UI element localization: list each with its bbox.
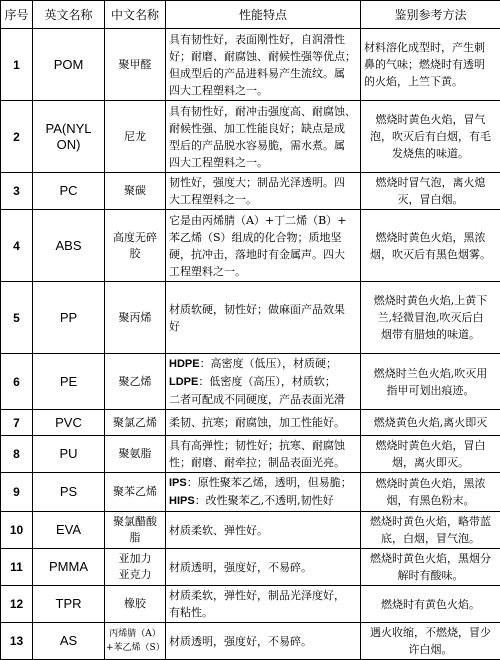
properties [166, 410, 361, 436]
properties-line: 韧性好，强度大；制品光泽透明。四 [169, 174, 357, 191]
header-english-name: 英文名称 [33, 1, 105, 29]
properties-line: 大工程塑料之一。 [169, 191, 357, 208]
identification-method-line: 燃烧时黄色火焰，略带蓝 [364, 513, 497, 530]
identification-method-line: 解时有酸味。 [364, 567, 497, 584]
properties-line: 硬，抗冲击，落地时有金属声。四大 [169, 246, 357, 263]
properties-line: 好；耐磨、耐腐蚀、耐候性强等优点； [169, 48, 357, 65]
english-name [33, 436, 105, 473]
row-number: 13 [1, 623, 33, 660]
properties [166, 210, 361, 282]
identification-method-line: 燃烧时黄色火焰，黑烟分 [364, 550, 497, 567]
english-name [33, 623, 105, 660]
grade-description: ：低密度（高压），材质软； [198, 375, 336, 388]
properties [166, 586, 361, 623]
identification-method-line: 遇火收缩，不燃烧，冒少 [364, 624, 497, 641]
properties-line: 耐候性强、加工性能良好；缺点是成 [169, 120, 357, 137]
chinese-name [105, 29, 166, 101]
english-name [33, 354, 105, 410]
english-name-line: PU [34, 446, 103, 462]
identification-method [361, 173, 500, 210]
english-name [33, 549, 105, 586]
properties-line: 工程塑料之一。 [169, 263, 357, 280]
english-name-line: POM [34, 57, 103, 73]
properties-line: 性；耐磨、耐牵拉；制品表面光亮。 [169, 454, 357, 471]
identification-method [361, 436, 500, 473]
chinese-name [105, 436, 166, 473]
properties [166, 29, 361, 101]
identification-method [361, 586, 500, 623]
grade-description: ：原性聚苯乙烯，透明，但易脆； [187, 476, 352, 489]
table-row [1, 173, 500, 210]
properties [166, 512, 361, 549]
row-number: 11 [1, 549, 33, 586]
english-name-line: AS [34, 633, 103, 649]
english-name-line: EVA [34, 522, 103, 538]
chinese-name-line: 脂 [106, 530, 164, 546]
identification-method-line: 兰,轻微冒泡,吹灭后白 [364, 309, 497, 326]
identification-method-line: 泡，吹灭后有白烟，有毛 [364, 128, 497, 145]
english-name [33, 282, 105, 354]
identification-method-line: 灭，冒白烟。 [364, 191, 497, 208]
properties-line: 四大工程塑料之一。 [169, 82, 357, 99]
chinese-name [105, 549, 166, 586]
properties-line [169, 492, 357, 510]
properties-line: 具有韧性好，耐冲击强度高、耐腐蚀、 [169, 103, 357, 120]
english-name [33, 101, 105, 173]
identification-method-line: 发烧焦的味道。 [364, 145, 497, 162]
identification-method [361, 29, 500, 101]
properties [166, 101, 361, 173]
grade-description: 二者可配成不同硬度，产品表面光滑 [169, 393, 345, 406]
chinese-name [105, 623, 166, 660]
identification-method-line: 烟，有黑色粉末。 [364, 492, 497, 509]
identification-method-line: 的火焰，上竺下黄。 [364, 73, 497, 90]
chinese-name-line: 橡胶 [106, 596, 164, 612]
properties-line: 材质透明，强度好，不易碎。 [169, 559, 357, 576]
identification-method-line: 燃烧时冒气泡，离火熄 [364, 174, 497, 191]
properties-line [169, 373, 357, 391]
chinese-name-line: 高度无碎 [106, 230, 164, 246]
identification-method-line: 许白烟。 [364, 641, 497, 658]
english-name [33, 512, 105, 549]
english-name [33, 586, 105, 623]
chinese-name [105, 473, 166, 512]
header-chinese-name: 中文名称 [105, 1, 166, 29]
identification-method-line: 指甲可划出痕迹。 [364, 382, 497, 399]
identification-method-line: 材料溶化成型时，产生刺 [364, 39, 497, 56]
table-row [1, 410, 500, 436]
chinese-name-line: 聚苯乙烯 [106, 484, 164, 500]
english-name [33, 210, 105, 282]
properties [166, 354, 361, 410]
english-name [33, 410, 105, 436]
english-name-line: TPR [34, 596, 103, 612]
header-row [1, 1, 500, 29]
grade-code: IPS [169, 477, 187, 489]
identification-method-line: 燃烧时有黄色火焰。 [364, 596, 497, 613]
table-row [1, 354, 500, 410]
chinese-name [105, 410, 166, 436]
chinese-name-line: 丙烯腈（A） [106, 627, 164, 641]
grade-description: ：高密度（低压），材质硬； [200, 357, 338, 370]
grade-code: HDPE [169, 358, 200, 370]
identification-method-line: 鼻的气味；燃烧时有透明 [364, 56, 497, 73]
grade-code: HIPS [169, 495, 195, 507]
identification-method [361, 512, 500, 549]
row-number: 6 [1, 354, 33, 410]
chinese-name [105, 101, 166, 173]
table-row [1, 282, 500, 354]
identification-method-line: 燃烧时黄色火焰，黑浓 [364, 229, 497, 246]
row-number: 3 [1, 173, 33, 210]
identification-method-line: 燃烧时黄色火焰，冒白 [364, 437, 497, 454]
chinese-name [105, 512, 166, 549]
table-row [1, 512, 500, 549]
chinese-name-line: 聚丙烯 [106, 310, 164, 326]
table-row [1, 436, 500, 473]
properties [166, 623, 361, 660]
row-number: 4 [1, 210, 33, 282]
table-row [1, 473, 500, 512]
properties-line: 材质柔软、弹性好。 [169, 522, 357, 539]
chinese-name-line: 聚氯醋酸 [106, 514, 164, 530]
properties-line: 好 [169, 318, 357, 335]
chinese-name-line: 聚乙烯 [106, 374, 164, 390]
row-number: 10 [1, 512, 33, 549]
chinese-name-line: 尼龙 [106, 129, 164, 145]
chinese-name-line: +苯乙烯（S） [106, 641, 164, 655]
chinese-name [105, 173, 166, 210]
table-row [1, 586, 500, 623]
chinese-name [105, 210, 166, 282]
properties-line: 但成型后的产品进料易产生流纹。属 [169, 65, 357, 82]
properties [166, 436, 361, 473]
english-name-line: PS [34, 484, 103, 500]
row-number: 12 [1, 586, 33, 623]
chinese-name-line: 聚氨脂 [106, 446, 164, 462]
english-name-line: PE [34, 374, 103, 390]
table-row [1, 101, 500, 173]
row-number: 1 [1, 29, 33, 101]
identification-method [361, 473, 500, 512]
chinese-name [105, 354, 166, 410]
properties-line: 柔韧、抗寒；耐腐蚀，加工性能好。 [169, 414, 357, 431]
table-row [1, 549, 500, 586]
properties-line: 它是由丙烯腈（A）+丁二烯（B）+ [169, 212, 357, 229]
table-row [1, 623, 500, 660]
properties [166, 282, 361, 354]
properties-line: 有粘性。 [169, 604, 357, 621]
english-name-line: ON) [34, 137, 103, 153]
identification-method-line: 燃烧时黄色火焰，黑浓 [364, 475, 497, 492]
row-number: 9 [1, 473, 33, 512]
header-properties: 性能特点 [166, 1, 361, 29]
properties-line [169, 355, 357, 373]
identification-method [361, 282, 500, 354]
identification-method [361, 549, 500, 586]
identification-method [361, 354, 500, 410]
english-name-line: PVC [34, 415, 103, 431]
english-name-line: PP [34, 310, 103, 326]
grade-code: LDPE [169, 376, 198, 388]
properties-line: 型后的产品脱水容易脆，需水煮。属 [169, 137, 357, 154]
row-number: 8 [1, 436, 33, 473]
properties-line [169, 391, 357, 408]
properties-line: 材质柔软，弹性好，制品光泽度好， [169, 587, 357, 604]
chinese-name-line: 亚加力 [106, 551, 164, 567]
chinese-name [105, 282, 166, 354]
identification-method-line: 烟带有腊烛的味道。 [364, 326, 497, 343]
identification-method-line: 燃烧时黄色火焰，冒气 [364, 111, 497, 128]
properties [166, 173, 361, 210]
identification-method-line: 燃烧时兰色火焰,吹灭用 [364, 365, 497, 382]
properties-line: 苯乙烯（S）组成的化合物；质地坚 [169, 229, 357, 246]
chinese-name-line: 胶 [106, 246, 164, 262]
table-row [1, 210, 500, 282]
identification-method [361, 101, 500, 173]
chinese-name-line: 亚克力 [106, 567, 164, 583]
english-name-line: ABS [34, 238, 103, 254]
header-identification-method: 鉴别参考方法 [361, 1, 500, 29]
properties [166, 473, 361, 512]
row-number: 2 [1, 101, 33, 173]
english-name-line: PA(NYL [34, 121, 103, 137]
english-name-line: PMMA [34, 559, 103, 575]
properties [166, 549, 361, 586]
chinese-name-line: 聚氯乙烯 [106, 415, 164, 431]
identification-method-line: 底，白烟，冒气泡。 [364, 530, 497, 547]
chinese-name-line: 聚甲醛 [106, 57, 164, 73]
header-num: 序号 [1, 1, 33, 29]
identification-method [361, 410, 500, 436]
properties-line: 材质软硬，韧性好；做麻面产品效果 [169, 301, 357, 318]
english-name [33, 29, 105, 101]
english-name [33, 173, 105, 210]
properties-line: 具有韧性好，表面刚性好，自润滑性 [169, 31, 357, 48]
properties-line: 四大工程塑料之一。 [169, 154, 357, 171]
identification-method-line: 烟，离火即灭。 [364, 454, 497, 471]
properties-line [169, 474, 357, 492]
row-number: 5 [1, 282, 33, 354]
table-row [1, 29, 500, 101]
row-number: 7 [1, 410, 33, 436]
chinese-name [105, 586, 166, 623]
identification-method-line: 燃烧黄色火焰,离火即灭 [364, 414, 497, 431]
english-name [33, 473, 105, 512]
chinese-name-line: 聚碳 [106, 183, 164, 199]
identification-method [361, 623, 500, 660]
identification-method-line: 燃烧时黄色火焰,上黄下 [364, 292, 497, 309]
english-name-line: PC [34, 183, 103, 199]
identification-method [361, 210, 500, 282]
identification-method-line: 烟，吹灭后有黑色烟雾。 [364, 246, 497, 263]
grade-description: ：改性聚苯乙,不透明,韧性好 [195, 494, 334, 507]
properties-line: 材质透明，强度好，不易碎。 [169, 633, 357, 650]
properties-line: 具有高弹性；韧性好；抗寒、耐腐蚀 [169, 437, 357, 454]
